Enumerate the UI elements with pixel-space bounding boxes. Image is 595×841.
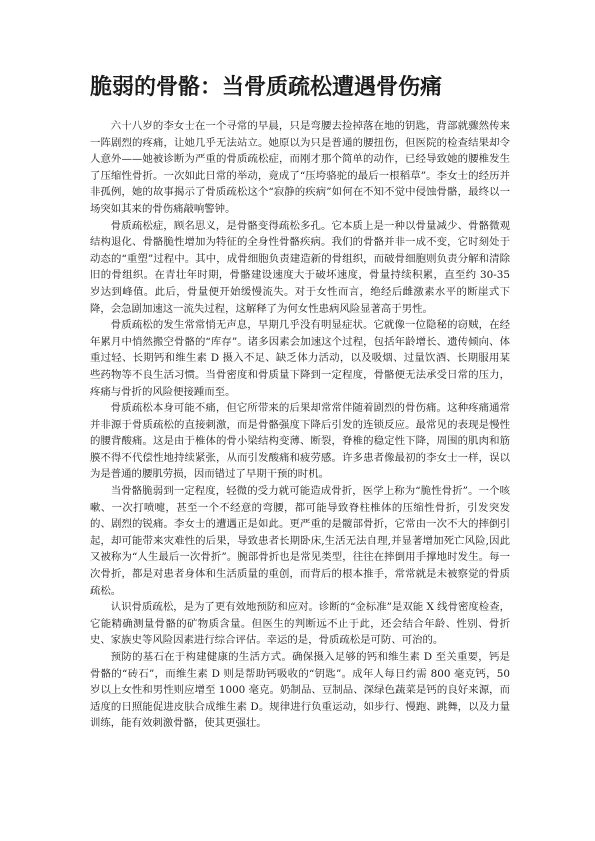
article-paragraph: 预防的基石在于构建健康的生活方式。确保摄入足够的钙和维生素 D 至关重要，钙是骨骼的“砖石”，而维生素 D 则是帮助钙吸收的“钥匙”。成年人每日约需 800 毫克钙，50 岁以上女性和男性则应增至 1000 毫克。奶制品、豆制品、深绿色蔬菜是钙的良好来源，而适度的日照能促进皮肤合成维生素 D。规律进行负重运动，如步行、慢跑、跳舞，以及力量训练，能有效刺激骨骼，使其更强壮。: [90, 651, 510, 730]
article-paragraph: 六十八岁的李女士在一个寻常的早晨，只是弯腰去捡掉落在地的钥匙，背部就骤然传来一阵剧烈的疼痛，让她几乎无法站立。她原以为只是普通的腰扭伤，但医院的检查结果却令人意外——她被诊断为严重的骨质疏松症，而刚才那个简单的动作，已经导致她的腰椎发生了压缩性骨折。一次如此日常的举动，竟成了“压垮骆驼的最后一根稻草”。李女士的经历并非孤例，她的故事揭示了骨质疏松这个“寂静的疾病”如何在不知不觉中侵蚀骨骼，最终以一场突如其来的骨伤痛敲响警钟。: [90, 120, 510, 215]
article-paragraph: 骨质疏松本身可能不痛，但它所带来的后果却常常伴随着剧烈的骨伤痛。这种疼痛通常并非源于骨质疏松的直接刺激，而是骨骼强度下降后引发的连锁反应。最常见的表现是慢性的腰背酸痛。这是由于椎体的骨小梁结构变薄、断裂，脊椎的稳定性下降，周围的肌肉和筋膜不得不代偿性地持续紧张，从而引发酸痛和疲劳感。许多患者像最初的李女士一样，误以为是普通的腰肌劳损，因而错过了早期干预的时机。: [90, 402, 510, 481]
article-title: 脆弱的骨骼：当骨质疏松遭遇骨伤痛: [90, 74, 443, 100]
article-paragraph: 认识骨质疏松，是为了更有效地预防和应对。诊断的“金标准”是双能 X 线骨密度检查，它能精确测量骨骼的矿物质含量。但医生的判断远不止于此，还会结合年龄、性别、骨折史、家族史等风险因素进行综合评估。幸运的是，骨质疏松是可防、可治的。: [90, 601, 510, 647]
article-paragraph: 骨质疏松症，顾名思义，是骨骼变得疏松多孔。它本质上是一种以骨量减少、骨骼微观结构退化、骨骼脆性增加为特征的全身性骨骼疾病。我们的骨骼并非一成不变，它时刻处于动态的“重塑”过程中。其中，成骨细胞负责建造新的骨组织，而破骨细胞则负责分解和清除旧的骨组织。在青壮年时期，骨骼建设速度大于破坏速度，骨量持续积累，直至约 30-35 岁达到峰值。此后，骨量便开始缓慢流失。对于女性而言，绝经后雌激素水平的断崖式下降，会急剧加速这一流失过程，这解释了为何女性患病风险显著高于男性。: [90, 219, 510, 315]
article-paragraph: 当骨骼脆弱到一定程度，轻微的受力就可能造成骨折，医学上称为“脆性骨折”。一个咳嗽、一次打喷嚏，甚至一个不经意的弯腰，都可能导致脊柱椎体的压缩性骨折，引发突发的、剧烈的锐痛。李女士的遭遇正是如此。更严重的是髋部骨折，它常由一次不大的摔倒引起，却可能带来灾难性的后果，导致患者长期卧床,生活无法自理,并显著增加死亡风险,因此又被称为“人生最后一次骨折”。腕部骨折也是常见类型，往往在摔倒用手撑地时发生。每一次骨折，都是对患者身体和生活质量的重创，而背后的根本推手，常常就是未被察觉的骨质疏松。: [90, 485, 510, 597]
article-paragraph: 骨质疏松的发生常常悄无声息，早期几乎没有明显症状。它就像一位隐秘的窃贼，在经年累月中悄然搬空骨骼的“库存”。诸多因素会加速这个过程，包括年龄增长、遗传倾向、体重过轻、长期钙和维生素 D 摄入不足、缺乏体力活动，以及吸烟、过量饮酒、长期服用某些药物等不良生活习惯。当骨密度和骨质量下降到一定程度，骨骼便无法承受日常的压力，疼痛与骨折的风险便接踵而至。: [90, 319, 510, 398]
article-body: [90, 118, 510, 732]
document-page: [90, 72, 510, 732]
